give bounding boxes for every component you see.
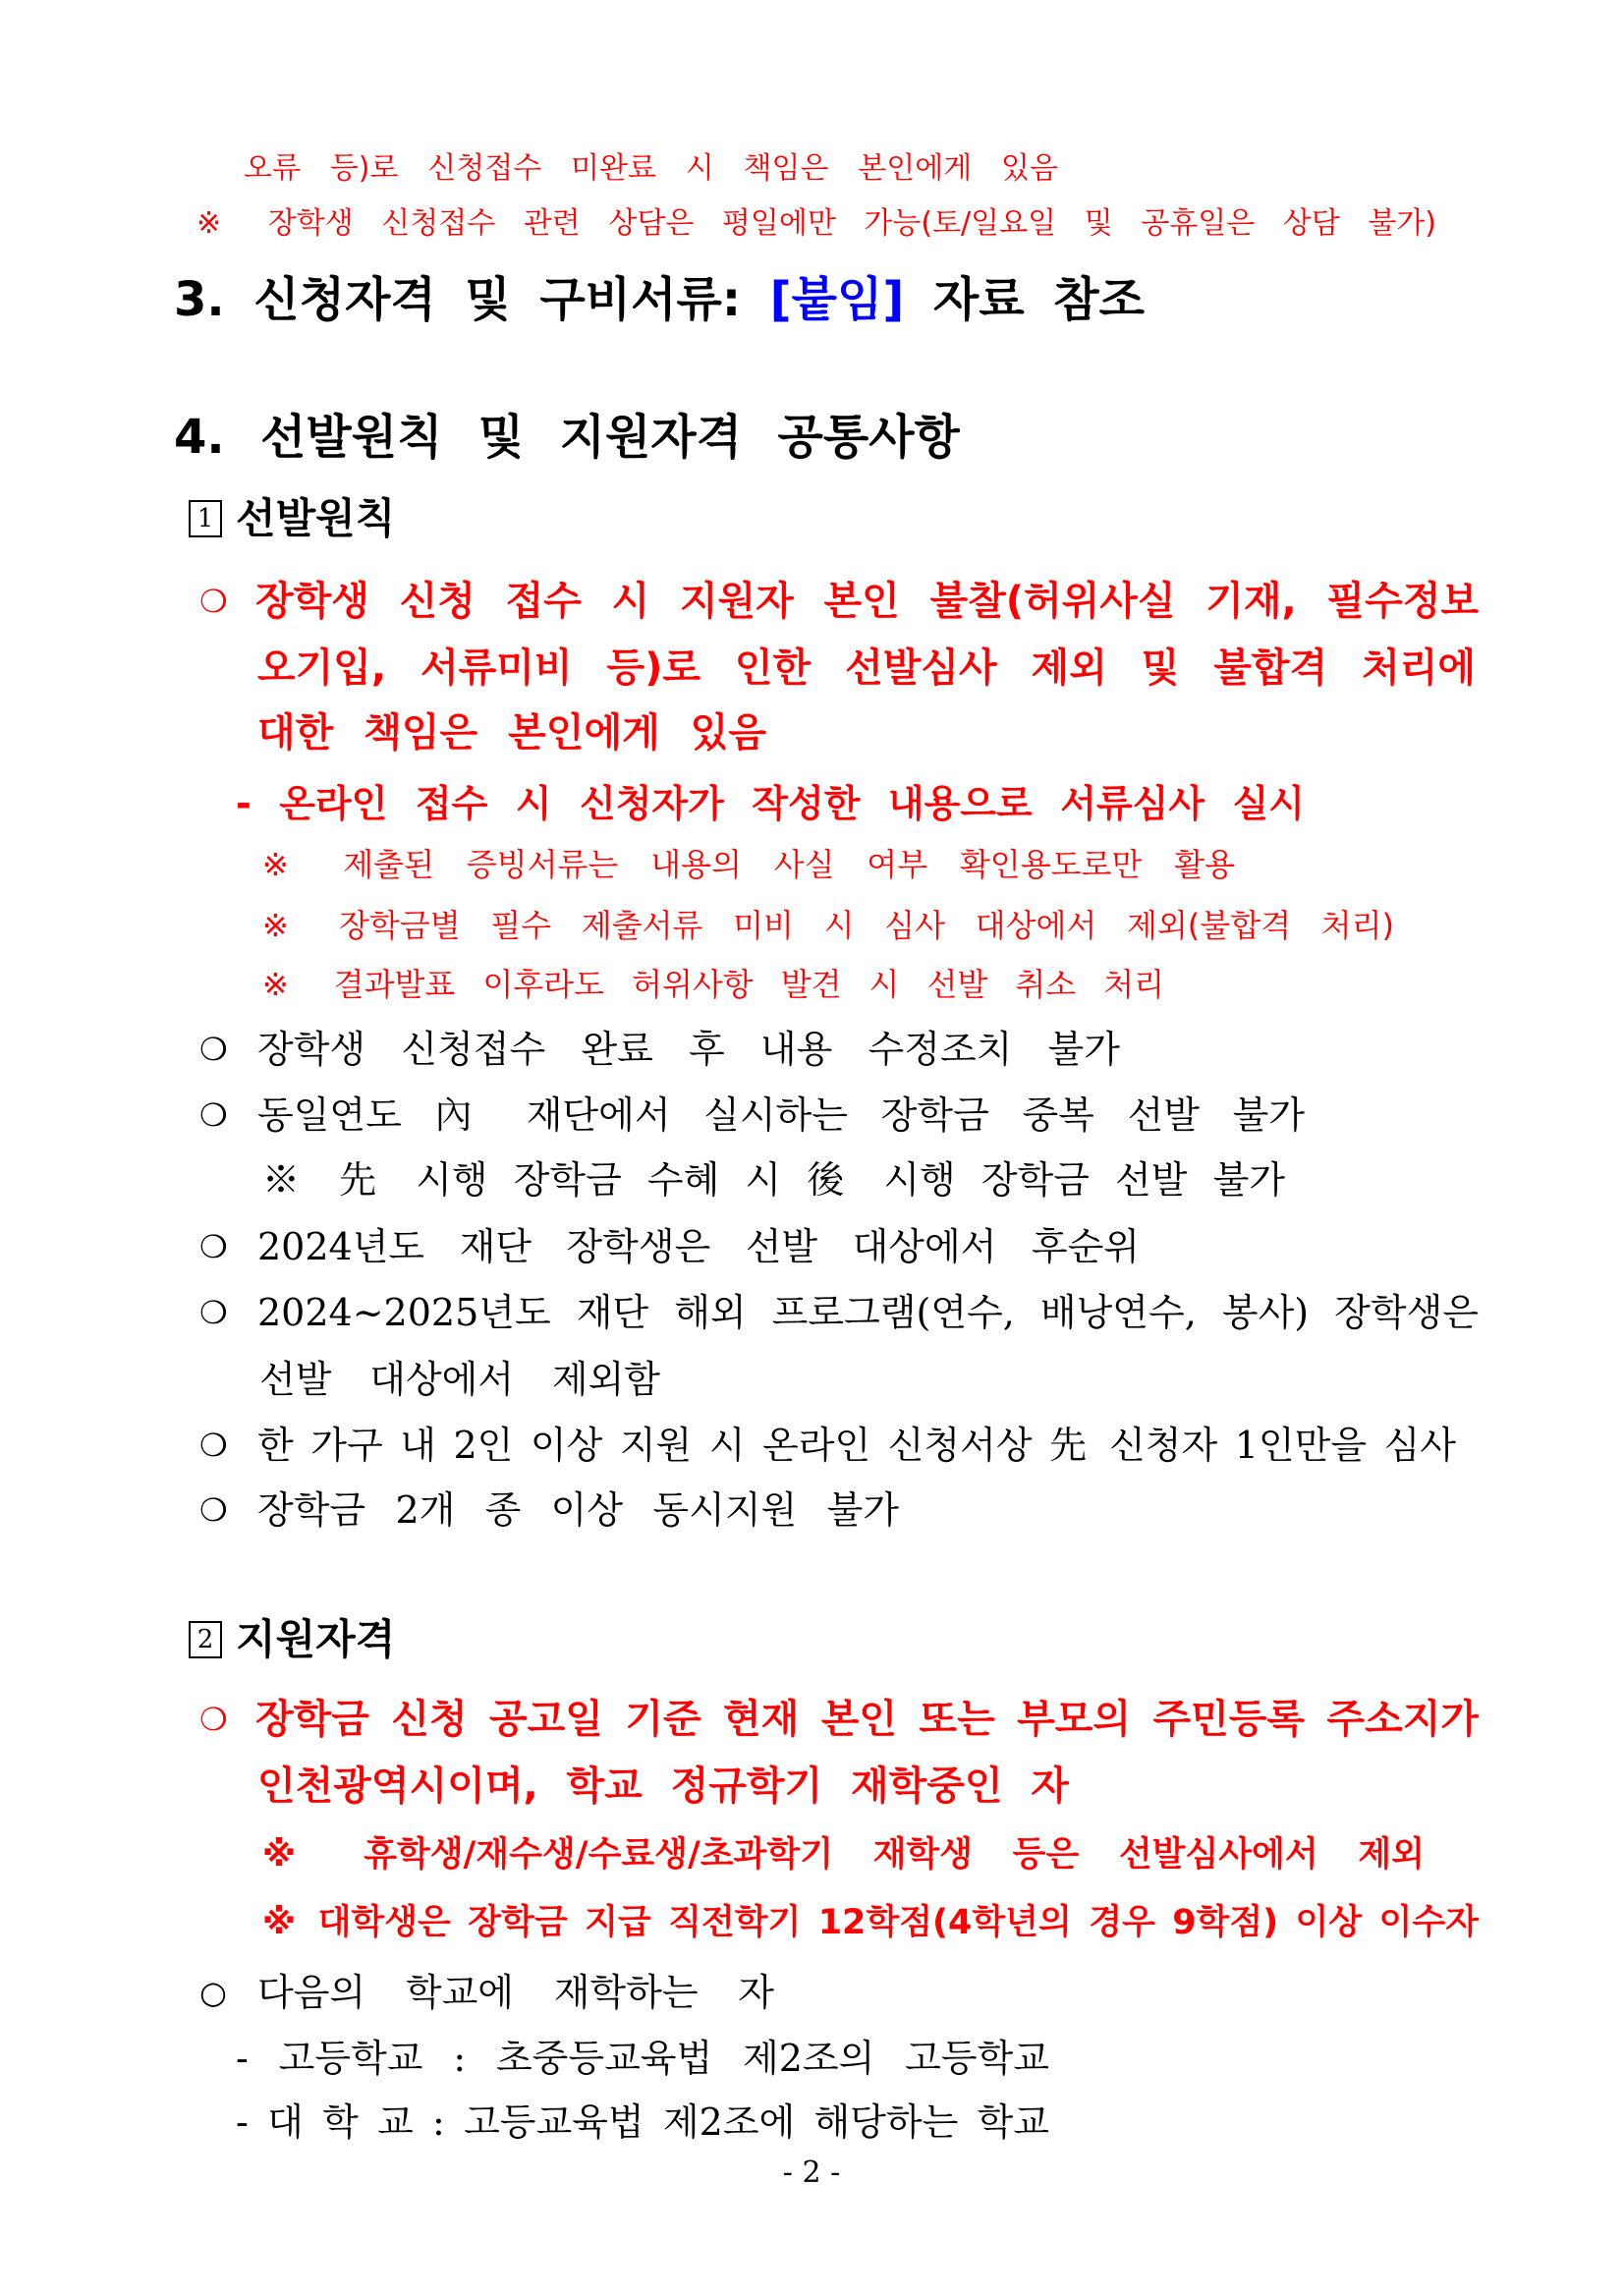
list-item-line: 인천광역시이며, 학교 정규학기 재학중인 자 <box>257 1764 1069 1809</box>
list-item: 동일연도 內 재단에서 실시하는 장학금 중복 선발 불가 <box>257 1093 1305 1137</box>
subsection-title: 선발원칙 <box>236 494 396 542</box>
sub-item: - 대 학 교 : 고등교육법 제2조에 해당하는 학교 <box>236 2100 1049 2144</box>
list-item-line: 장학금 신청 공고일 기준 현재 본인 또는 부모의 주민등록 주소지가 <box>255 1697 1479 1742</box>
note-line: ※ 제출된 증빙서류는 내용의 사실 여부 확인용도로만 활용 <box>262 846 1235 883</box>
section-3-title-suffix: 자료 참조 <box>904 272 1145 327</box>
list-item-line: 2024~2025년도 재단 해외 프로그램(연수, 배낭연수, 봉사) 장학생은 <box>257 1291 1479 1334</box>
list-item-line: 오기입, 서류미비 등)로 인한 선발심사 제외 및 불합격 처리에 <box>257 645 1476 691</box>
note-line: ※ 先 시행 장학금 수혜 시 後 시행 장학금 선발 불가 <box>262 1158 1285 1202</box>
note-line: ※ 대학생은 장학금 지급 직전학기 12학점(4학년의 경우 9학점) 이상 이수자 <box>262 1903 1479 1942</box>
list-item: 2024년도 재단 장학생은 선발 대상에서 후순위 <box>257 1225 1140 1268</box>
list-item-line: 장학생 신청 접수 시 지원자 본인 불찰(허위사실 기재, 필수정보 <box>255 579 1479 624</box>
circle-bullet-icon: ❍ <box>199 1031 228 1068</box>
sub-item: - 고등학교 : 초중등교육법 제2조의 고등학교 <box>236 2037 1049 2080</box>
subsection-title: 지원자격 <box>236 1615 396 1663</box>
circle-bullet-icon: ❍ <box>199 1228 228 1265</box>
list-item: 다음의 학교에 재학하는 자 <box>257 1971 774 2014</box>
list-item: 한 가구 내 2인 이상 지원 시 온라인 신청서상 先 신청자 1인만을 심사 <box>257 1424 1456 1467</box>
circle-bullet-icon: ❍ <box>199 1096 228 1134</box>
note-line: ※ 휴학생/재수생/수료생/초과학기 재학생 등은 선발심사에서 제외 <box>262 1835 1425 1875</box>
circle-bullet-icon: ❍ <box>199 1491 228 1529</box>
list-item-line: 대한 책임은 본인에게 있음 <box>257 710 766 756</box>
hollow-circle-bullet-icon: ○ <box>199 1974 227 2011</box>
circle-bullet-icon: ❍ <box>199 1701 228 1738</box>
note-line: ※ 결과발표 이후라도 허위사항 발견 시 선발 취소 처리 <box>262 966 1164 1003</box>
list-item: 장학금 2개 종 이상 동시지원 불가 <box>257 1488 899 1532</box>
section-3-title <box>174 270 1145 329</box>
list-item-line: 선발 대상에서 제외함 <box>259 1358 660 1401</box>
consultation-note: ※ 장학생 신청접수 관련 상담은 평일에만 가능(토/일요일 및 공휴일은 상담 불가) <box>196 206 1436 241</box>
note-line: ※ 장학금별 필수 제출서류 미비 시 심사 대상에서 제외(불합격 처리) <box>262 907 1394 944</box>
subsection-number-box: 2 <box>189 1621 222 1658</box>
circle-bullet-icon: ❍ <box>199 583 228 620</box>
circle-bullet-icon: ❍ <box>199 1427 228 1464</box>
page-number: - 2 - <box>782 2156 841 2190</box>
sub-item: - 온라인 접수 시 신청자가 작성한 내용으로 서류심사 실시 <box>236 782 1305 825</box>
list-item: 장학생 신청접수 완료 후 내용 수정조치 불가 <box>257 1028 1120 1071</box>
section-3-title-text: 3. 신청자격 및 구비서류: <box>174 272 770 327</box>
attachment-reference: [붙임] <box>769 272 905 327</box>
subsection-number-box: 1 <box>189 500 222 537</box>
section-4-title: 4. 선발원칙 및 지원자격 공통사항 <box>174 410 960 465</box>
circle-bullet-icon: ❍ <box>199 1294 228 1331</box>
continuation-line: 오류 등)로 신청접수 미완료 시 책임은 본인에게 있음 <box>244 151 1058 186</box>
